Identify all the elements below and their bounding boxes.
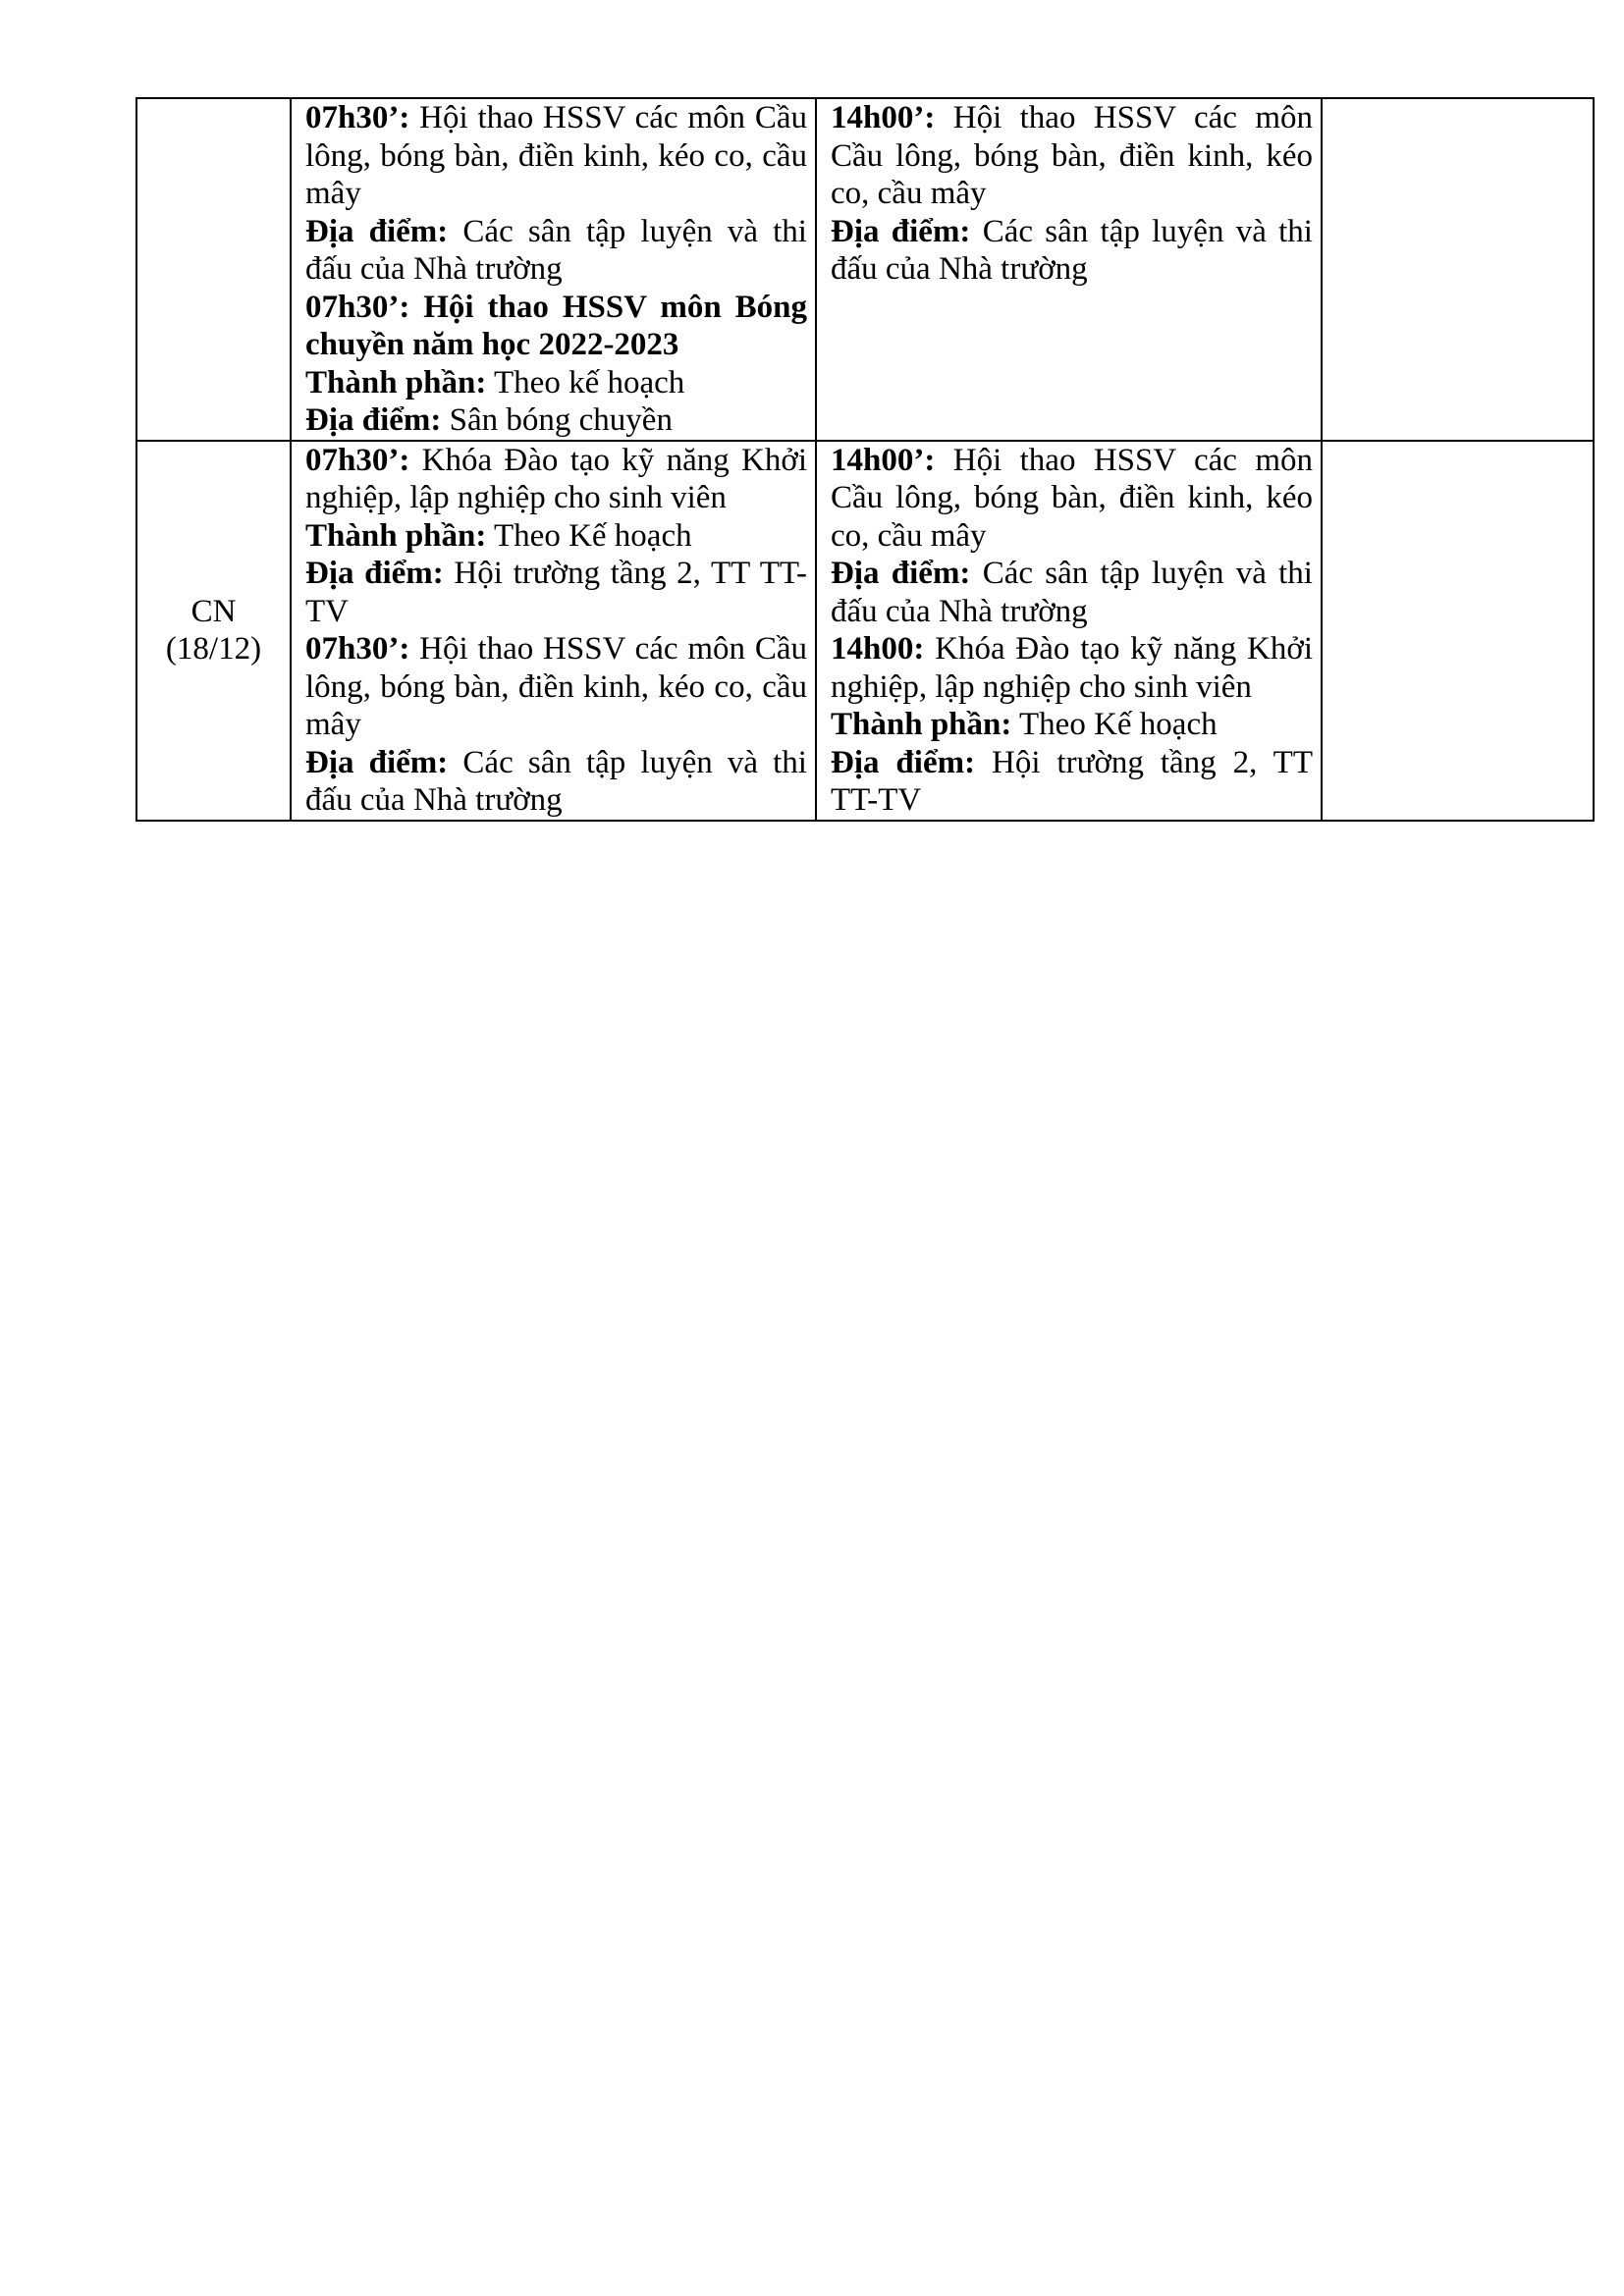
entry-text: Hội thao HSSV các môn Cầu lông, bóng bàn, điền kinh, kéo co, cầu mây [831, 442, 1313, 554]
entry-text: Theo kế hoạch [486, 364, 685, 400]
note-cell [1322, 98, 1594, 441]
morning-cell [291, 441, 816, 821]
entry-label: 07h30’: [305, 442, 410, 478]
entry-label: Địa điểm: [305, 213, 449, 249]
entry-text: Các sân tập luyện và thi đấu của Nhà trường [831, 213, 1313, 287]
entry-text: Các sân tập luyện và thi đấu của Nhà trường [305, 213, 807, 287]
entry-label: Địa điểm: [305, 744, 449, 780]
schedule-table [135, 97, 1595, 822]
afternoon-cell [816, 98, 1322, 441]
entry-line [305, 99, 807, 213]
entry-text: Khóa Đào tạo kỹ năng Khởi nghiệp, lập nghiệp cho sinh viên [305, 442, 807, 515]
entry-text: Sân bóng chuyền [441, 402, 673, 438]
entry-line [305, 442, 807, 517]
entry-label: 14h00’: [831, 100, 936, 135]
morning-cell [291, 98, 816, 441]
entry-label: Thành phần: [831, 707, 1012, 742]
entry-label: Địa điểm: [305, 402, 442, 438]
entry-label: Thành phần: [305, 364, 487, 400]
entry-label: 14h00’: [831, 442, 936, 478]
entry-label: Địa điểm: [831, 213, 971, 249]
entry-text: Khóa Đào tạo kỹ năng Khởi nghiệp, lập nghiệp cho sinh viên [831, 631, 1313, 705]
day-cell [136, 441, 291, 821]
entry-line [305, 744, 807, 820]
afternoon-cell [816, 441, 1322, 821]
entry-label: Địa điểm: [831, 556, 971, 591]
entry-text: Hội trường tầng 2, TT TT-TV [305, 556, 807, 629]
entry-label: Thành phần: [305, 517, 487, 554]
entry-text: Các sân tập luyện và thi đấu của Nhà trường [831, 556, 1313, 629]
entry-line [305, 401, 807, 440]
entry-text: Các sân tập luyện và thi đấu của Nhà trường [305, 744, 807, 818]
entry-text: Theo Kế hoạch [1011, 707, 1218, 742]
entry-label: 07h30’: [305, 100, 410, 135]
entry-line [831, 213, 1313, 289]
entry-line [831, 706, 1313, 744]
day-date: (18/12) [165, 631, 262, 667]
entry-line [831, 555, 1313, 630]
entry-line [305, 630, 807, 744]
note-cell [1322, 441, 1594, 821]
entry-line [831, 442, 1313, 556]
entry-line [831, 744, 1313, 820]
schedule-row [136, 441, 1594, 821]
day-cell [136, 98, 291, 441]
entry-line [831, 99, 1313, 213]
entry-text: Hội trường tầng 2, TT TT-TV [831, 744, 1313, 818]
day-name: CN [190, 593, 237, 629]
entry-line [305, 517, 807, 556]
entry-line [305, 289, 807, 364]
entry-label: Địa điểm: [831, 744, 976, 780]
entry-label: 07h30’: Hội thao HSSV môn Bóng chuyền năm học 2022-2023 [305, 289, 807, 362]
entry-label: 14h00: [831, 631, 925, 667]
entry-label: Địa điểm: [305, 556, 444, 591]
entry-line [305, 213, 807, 289]
entry-line [305, 555, 807, 630]
entry-text: Hội thao HSSV các môn Cầu lông, bóng bàn, điền kinh, kéo co, cầu mây [305, 631, 807, 742]
entry-text: Hội thao HSSV các môn Cầu lông, bóng bàn, điền kinh, kéo co, cầu mây [831, 100, 1313, 211]
entry-line [305, 364, 807, 402]
entry-text: Theo Kế hoạch [486, 517, 692, 554]
entry-text: Hội thao HSSV các môn Cầu lông, bóng bàn, điền kinh, kéo co, cầu mây [305, 100, 807, 211]
entry-label: 07h30’: [305, 631, 410, 667]
schedule-row [136, 98, 1594, 441]
entry-line [831, 630, 1313, 706]
